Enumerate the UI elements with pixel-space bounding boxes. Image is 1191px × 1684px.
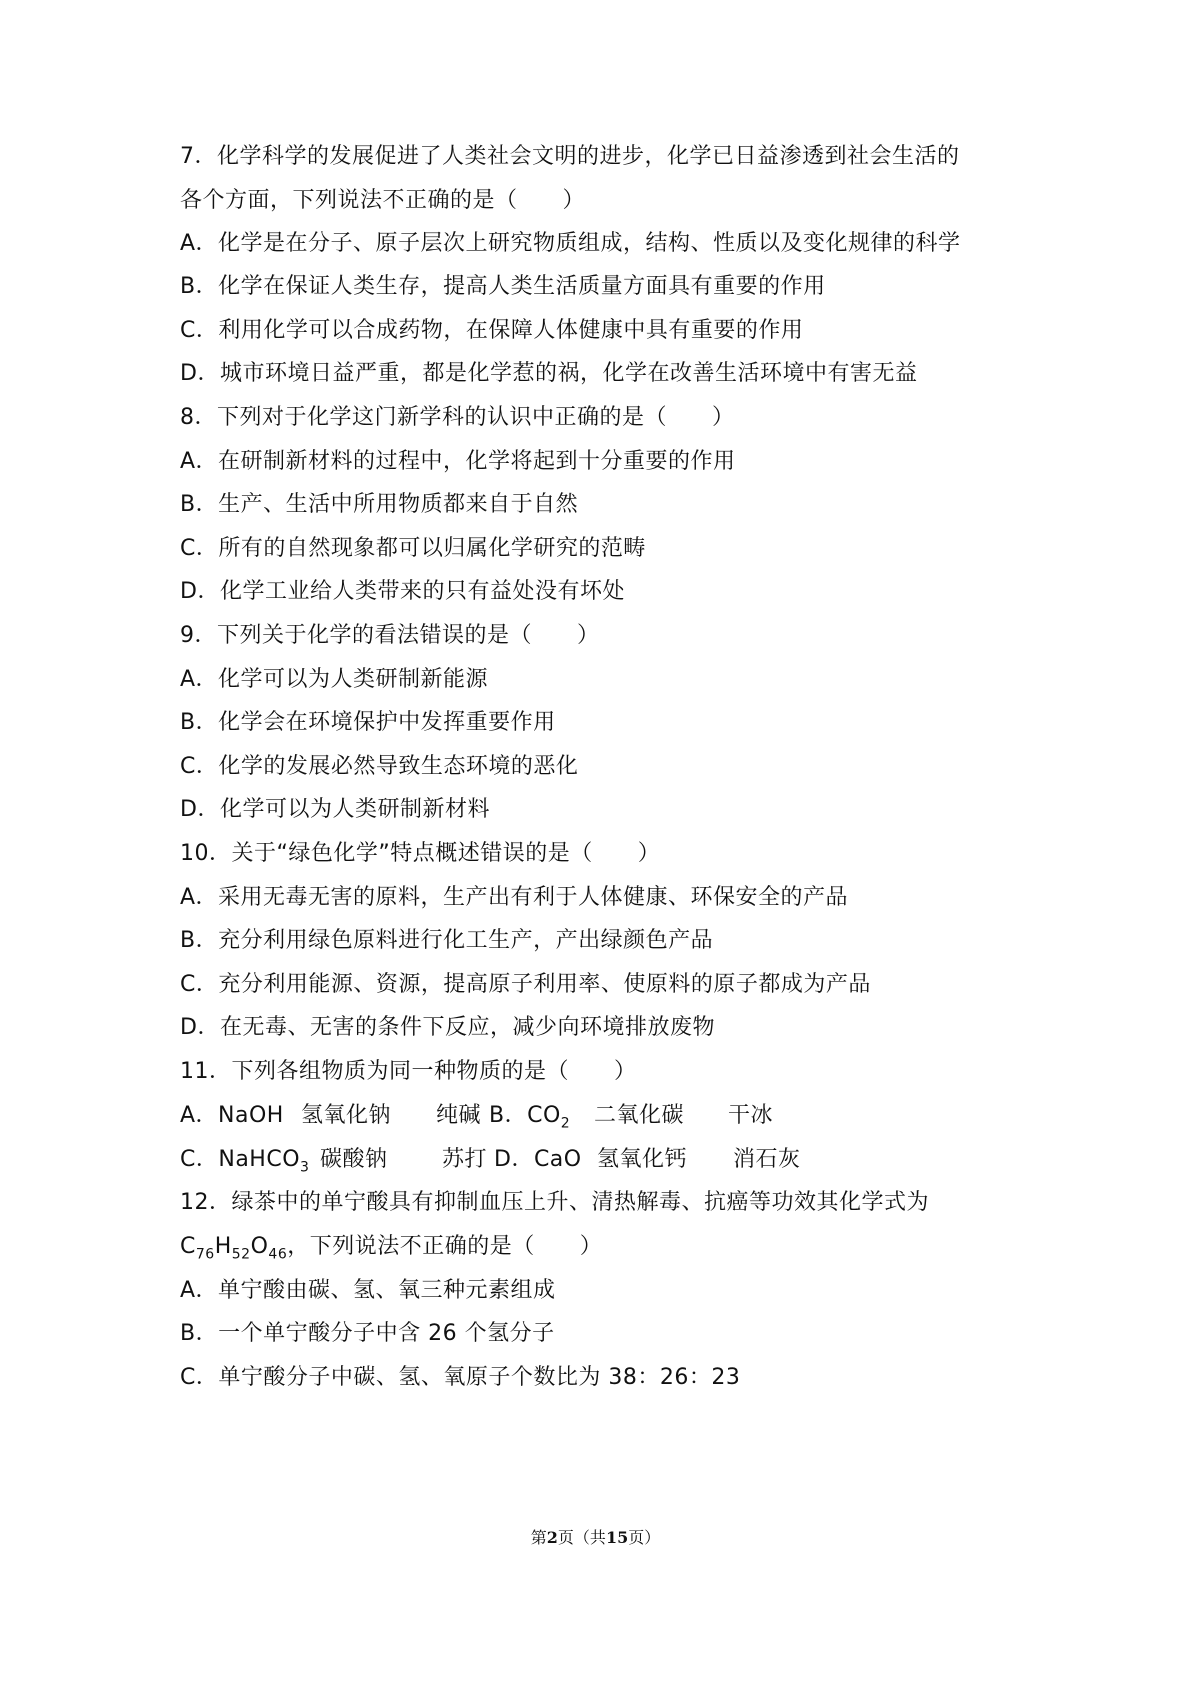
question-12-option-a: A．单宁酸由碳、氢、氧三种元素组成 — [180, 1278, 556, 1303]
question-7-stem-line2: 各个方面，下列说法不正确的是（ ） — [180, 188, 586, 213]
question-11-stem: 11．下列各组物质为同一种物质的是（ ） — [180, 1059, 637, 1084]
question-11-option-a-name: 氢氧化钠 — [301, 1103, 392, 1128]
question-11-option-b-name: 二氧化碳 — [594, 1103, 685, 1128]
question-12-stem-line2: $C_{76}H_{52}O_{46}$，下列说法不正确的是（ ） — [180, 1234, 603, 1263]
question-11-option-d-name: 氢氧化钙 — [597, 1147, 688, 1172]
question-11-option-c-label: C．NaHCO$_3$ — [180, 1147, 310, 1176]
question-11-option-a-label: A．NaOH — [180, 1103, 284, 1128]
question-8-stem: 8．下列对于化学这门新学科的认识中正确的是（ ） — [180, 405, 735, 430]
question-9-option-b: B．化学会在环境保护中发挥重要作用 — [180, 710, 556, 735]
question-7-option-a: A．化学是在分子、原子层次上研究物质组成，结构、性质以及变化规律的科学 — [180, 231, 961, 256]
total-page-count: 15 — [605, 1528, 629, 1547]
question-8-option-d: D．化学工业给人类带来的只有益处没有坏处 — [180, 579, 625, 604]
question-10-option-d: D．在无毒、无害的条件下反应，减少向环境排放废物 — [180, 1015, 715, 1040]
question-9-option-a: A．化学可以为人类研制新能源 — [180, 667, 489, 692]
formula-h: H — [214, 1234, 232, 1259]
question-12-option-b: B．一个单宁酸分子中含 26 个氢分子 — [180, 1321, 555, 1346]
question-10-option-a: A．采用无毒无害的原料，生产出有利于人体健康、环保安全的产品 — [180, 885, 849, 910]
question-7-option-d: D．城市环境日益严重，都是化学惹的祸，化学在改善生活环境中有害无益 — [180, 361, 918, 386]
question-10-option-c: C．充分利用能源、资源，提高原子利用率、使原料的原子都成为产品 — [180, 972, 871, 997]
question-8-option-b: B．生产、生活中所用物质都来自于自然 — [180, 492, 579, 517]
question-11-option-b-label: B．$CO_2$ — [489, 1103, 571, 1132]
question-11-option-d-label: D．CaO — [494, 1147, 582, 1172]
question-11-option-d-common: 消石灰 — [733, 1147, 801, 1172]
question-10-stem: 10．关于“绿色化学”特点概述错误的是（ ） — [180, 841, 661, 866]
question-8-option-c: C．所有的自然现象都可以归属化学研究的范畴 — [180, 536, 646, 561]
question-9-option-c: C．化学的发展必然导致生态环境的恶化 — [180, 754, 579, 779]
question-7-option-b: B．化学在保证人类生存，提高人类生活质量方面具有重要的作用 — [180, 274, 826, 299]
question-7-option-c: C．利用化学可以合成药物，在保障人体健康中具有重要的作用 — [180, 318, 804, 343]
question-10-option-b: B．充分利用绿色原料进行化工生产，产出绿颜色产品 — [180, 928, 714, 953]
question-9-option-d: D．化学可以为人类研制新材料 — [180, 797, 490, 822]
question-9-stem: 9．下列关于化学的看法错误的是（ ） — [180, 623, 600, 648]
page-footer: 第2页（共15页） — [530, 1528, 661, 1547]
question-12-stem-line1: 12．绿茶中的单宁酸具有抑制血压上升、清热解毒、抗癌等功效其化学式为 — [180, 1190, 929, 1215]
question-11-option-c-name: 碳酸钠 — [320, 1147, 388, 1172]
question-11-option-b-common: 干冰 — [728, 1103, 774, 1128]
question-11-option-c-common: 苏打 — [442, 1147, 488, 1172]
question-11-option-a-common: 纯碱 — [436, 1103, 482, 1128]
question-12-option-c: C．单宁酸分子中碳、氢、氧原子个数比为 38：26：23 — [180, 1365, 741, 1390]
formula-o: O — [250, 1234, 269, 1259]
question-12-stem-rest: ，下列说法不正确的是（ ） — [287, 1234, 603, 1259]
formula-c: C — [180, 1234, 196, 1259]
current-page-number: 2 — [546, 1528, 558, 1547]
question-7-stem-line1: 7．化学科学的发展促进了人类社会文明的进步，化学已日益渗透到社会生活的 — [180, 144, 960, 169]
question-8-option-a: A．在研制新材料的过程中，化学将起到十分重要的作用 — [180, 449, 736, 474]
